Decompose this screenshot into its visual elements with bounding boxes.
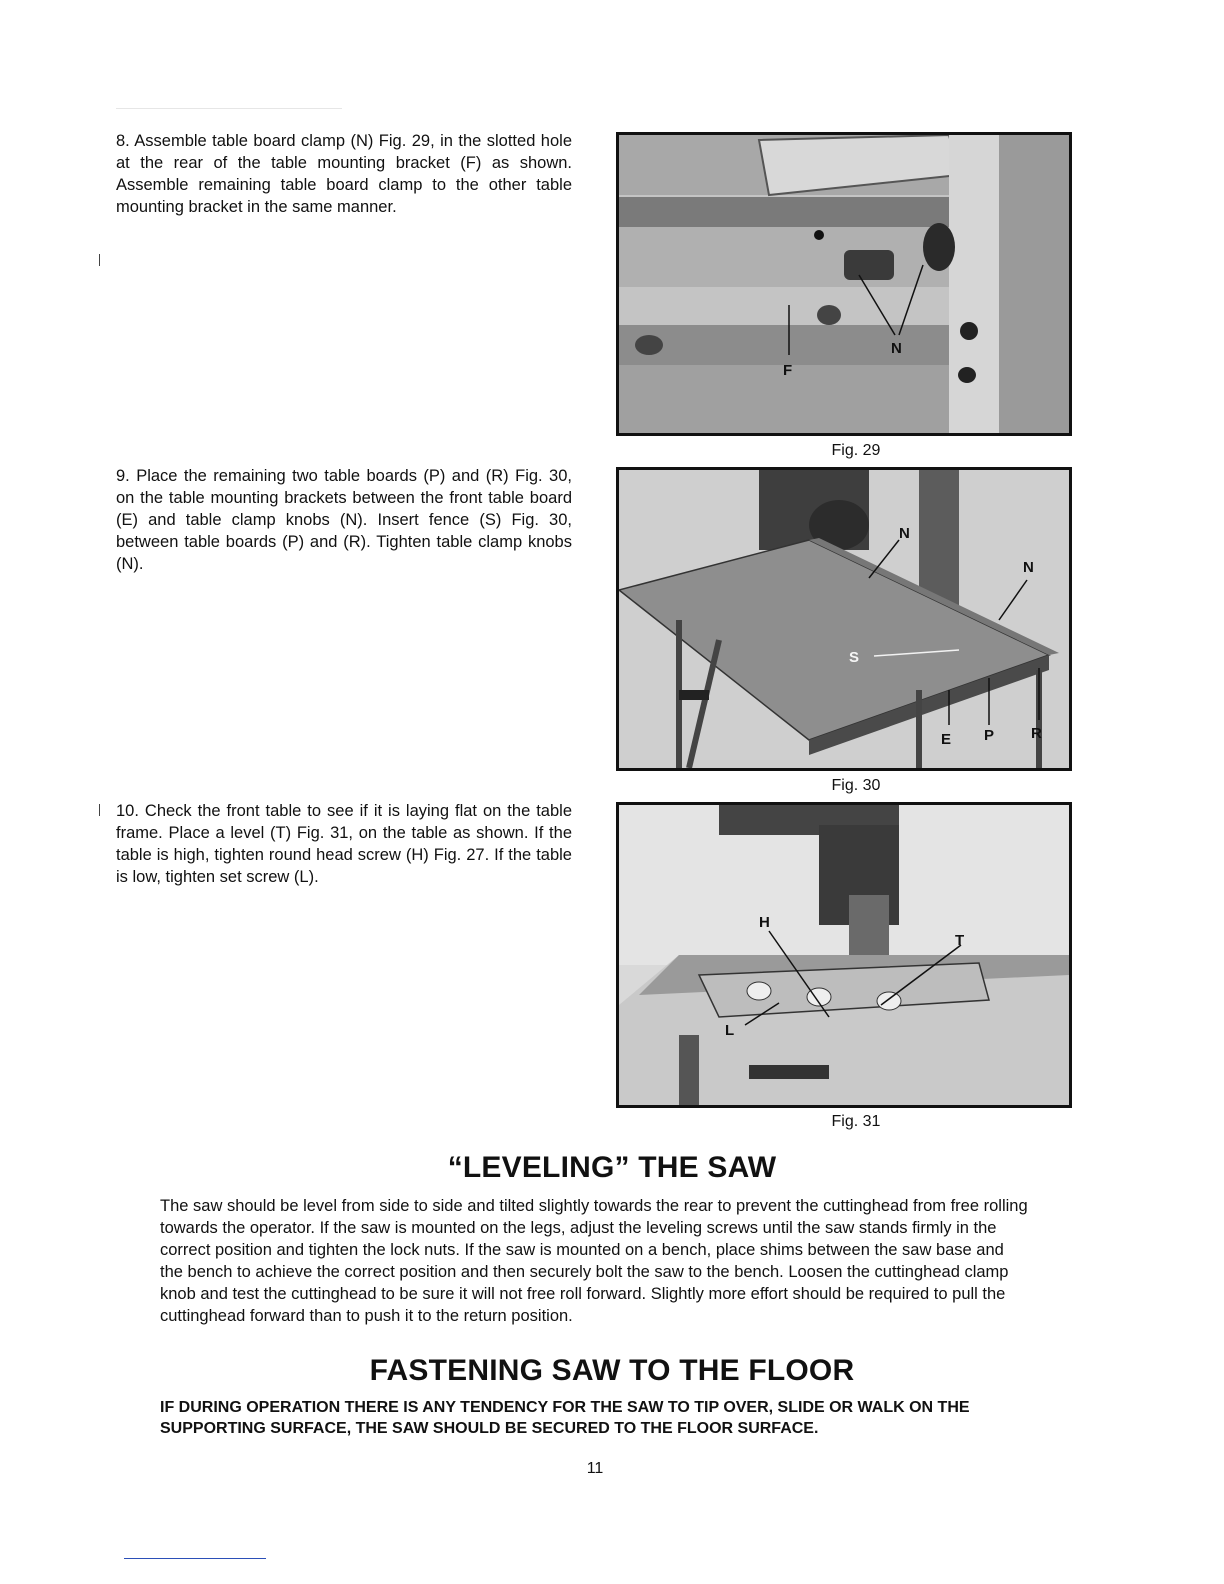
step-9-text: 9. Place the remaining two table boards (P) and (R) Fig. 30, on the table mounting brackets between the front table board (E) and table clamp knobs (N). Insert fence (S) Fig. 30, between table boards (P) and (R). Tighten table clamp knobs (N). — [116, 467, 572, 573]
page-number: 11 — [586, 1460, 604, 1477]
callout-r: R — [1031, 725, 1042, 742]
figure-29-photo — [616, 132, 1072, 436]
step-8-text: 8. Assemble table board clamp (N) Fig. 29, in the slotted hole at the rear of the table mounting bracket (F) as shown. Assemble remaining table board clamp to the other table mounting bracket in the same manner. — [116, 132, 572, 216]
figure-30-photo — [616, 467, 1072, 771]
figure-31-photo — [616, 802, 1072, 1108]
callout-f: F — [783, 362, 793, 379]
callout-t: T — [955, 932, 965, 949]
figure-29-caption: Fig. 29 — [831, 442, 881, 459]
callout-n-1: N — [899, 525, 910, 542]
leveling-body: The saw should be level from side to side and tilted slightly towards the rear to prevent the cuttinghead from free rolling towards the operator. If the saw is mounted on the legs, adjust the leveling screws until the saw stands firmly in the correct position and tighten the lock nuts. If the saw is mounted on a bench, place shims between the saw base and the bench to achieve the correct position and then securely bolt the saw to the bench. Loosen the cuttinghead clamp knob and test the cuttinghead to be sure it will not free roll forward. Slightly more effort should be required to pull the cuttinghead forward than to push it to the return position. — [160, 1197, 1028, 1325]
figure-31-caption: Fig. 31 — [831, 1113, 881, 1130]
fastening-heading: FASTENING SAW TO THE FLOOR — [369, 1354, 855, 1387]
step-10-text: 10. Check the front table to see if it is laying flat on the table frame. Place a level (T) Fig. 31, on the table as shown. If the table is high, tighten round head screw (H) Fig. 27. If the table is low, tighten set screw (L). — [116, 802, 572, 886]
callout-s: S — [849, 649, 860, 666]
margin-mark — [99, 804, 100, 816]
callout-n-2: N — [1023, 559, 1034, 576]
figure-30-caption: Fig. 30 — [831, 777, 881, 794]
callout-e: E — [941, 731, 952, 748]
footer-rule — [124, 1558, 266, 1559]
header-rule — [116, 108, 342, 109]
callout-l: L — [725, 1022, 735, 1039]
callout-p: P — [984, 727, 995, 744]
callout-n: N — [891, 340, 902, 357]
callout-h: H — [759, 914, 770, 931]
margin-mark — [99, 254, 100, 266]
leveling-heading: “LEVELING” THE SAW — [447, 1151, 777, 1184]
fastening-warning: IF DURING OPERATION THERE IS ANY TENDENCY FOR THE SAW TO TIP OVER, SLIDE OR WALK ON THE SUPPORTING SURFACE, THE SAW SHOULD BE SECURED TO THE FLOOR SURFACE. — [160, 1399, 970, 1437]
